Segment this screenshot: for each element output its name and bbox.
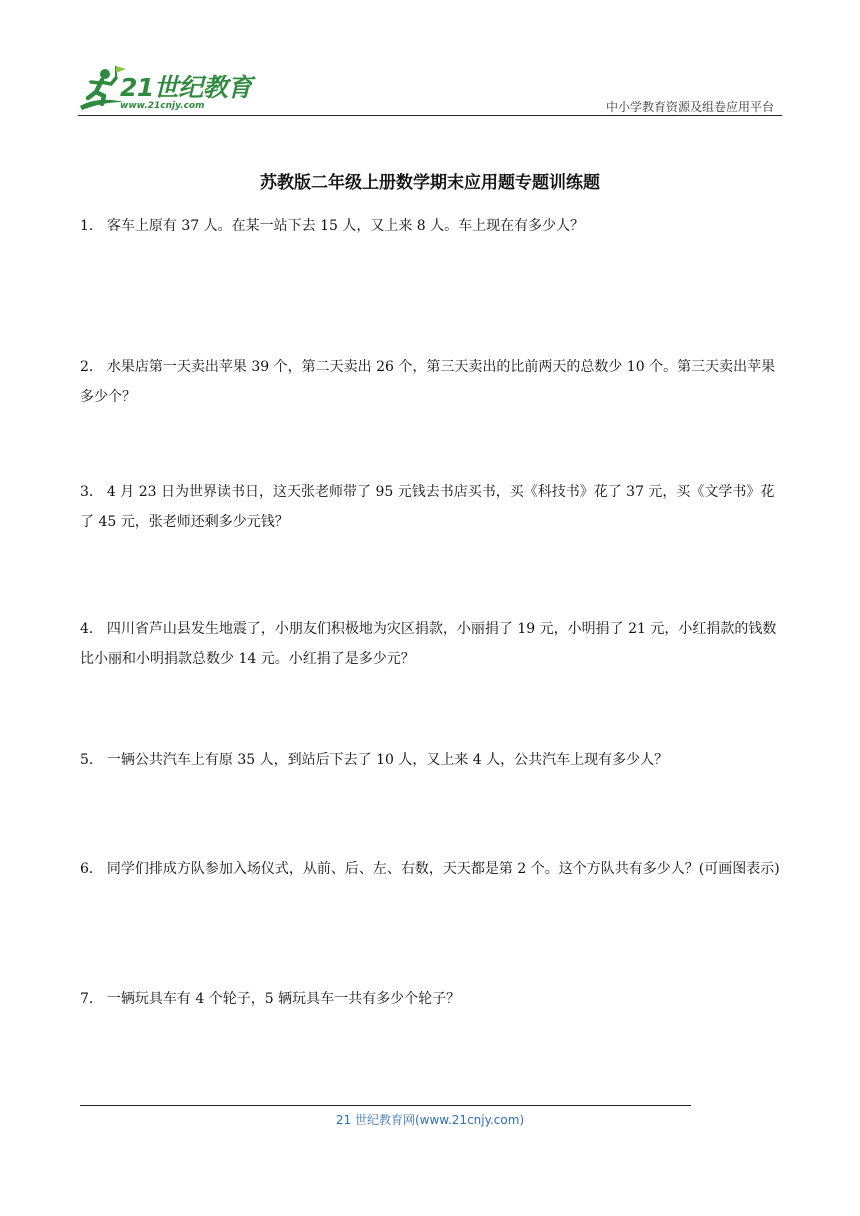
question-number: 6． xyxy=(80,861,103,877)
question-number: 2． xyxy=(80,359,103,375)
question-number: 7． xyxy=(80,991,103,1007)
page-header xyxy=(78,62,782,117)
footer-link[interactable]: 21 世纪教育网(www.21cnjy.com) xyxy=(335,1113,525,1127)
question-text: 客车上原有 37 人。在某一站下去 15 人，又上来 8 人。车上现在有多少人？ xyxy=(106,218,585,234)
header-tagline: 中小学教育资源及组卷应用平台 xyxy=(605,100,774,114)
question-number: 4． xyxy=(80,621,103,637)
question-text: 4 月 23 日为世界读书日，这天张老师带了 95 元钱去书店买书，买《科技书》花了 37 元，买《文学书》花了 45 元，张老师还剩多少元钱？ xyxy=(80,484,775,530)
logo-text: 21世纪教育 xyxy=(120,73,252,102)
question-6 xyxy=(80,854,780,884)
question-4 xyxy=(80,614,780,674)
question-3 xyxy=(80,477,780,537)
question-text: 一辆公共汽车上有原 35 人，到站后下去了 10 人，又上来 4 人，公共汽车上现有多少人？ xyxy=(106,752,669,768)
header-divider xyxy=(78,115,782,116)
question-text: 同学们排成方队参加入场仪式，从前、后、左、右数，天天都是第 2 个。这个方队共有多少人？(可画图表示) xyxy=(106,861,780,877)
document-title: 苏教版二年级上册数学期末应用题专题训练题 xyxy=(260,173,600,193)
question-1 xyxy=(80,211,780,241)
logo-url: www.21cnjy.com xyxy=(120,101,205,111)
question-number: 1． xyxy=(80,218,103,234)
question-2 xyxy=(80,352,780,412)
question-text: 水果店第一天卖出苹果 39 个，第二天卖出 26 个，第三天卖出的比前两天的总数少 10 个。第三天卖出苹果多少个？ xyxy=(80,359,776,405)
question-5 xyxy=(80,745,780,775)
question-7 xyxy=(80,984,780,1014)
question-number: 3． xyxy=(80,484,103,500)
site-logo xyxy=(78,62,258,114)
question-text: 一辆玩具车有 4 个轮子，5 辆玩具车一共有多少个轮子？ xyxy=(106,991,461,1007)
footer-divider xyxy=(80,1105,691,1106)
question-number: 5． xyxy=(80,752,103,768)
question-text: 四川省芦山县发生地震了，小朋友们积极地为灾区捐款，小丽捐了 19 元，小明捐了 21 元，小红捐款的钱数比小丽和小明捐款总数少 14 元。小红捐了是多少元？ xyxy=(80,621,777,667)
